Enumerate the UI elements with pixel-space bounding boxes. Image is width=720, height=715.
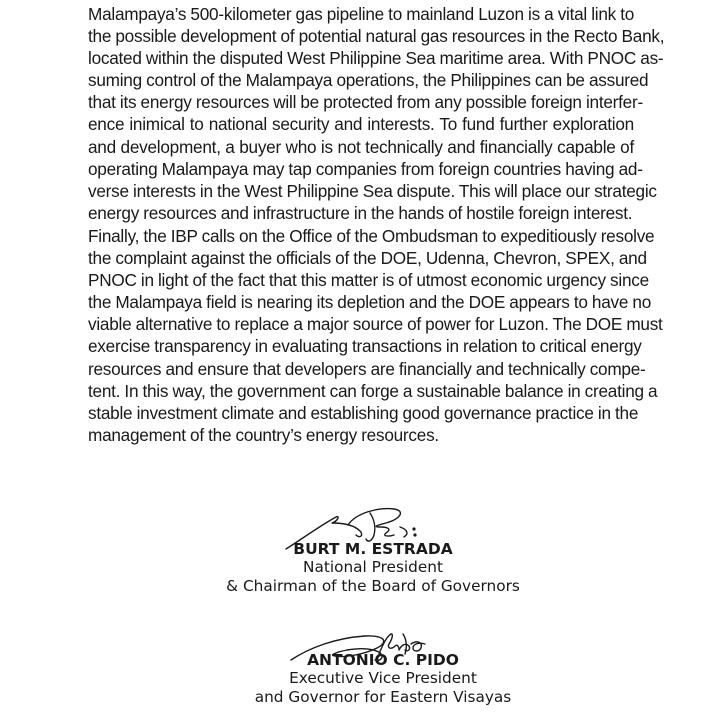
text-line: viable alternative to replace a major source of power for Luzon. The DOE must: [88, 314, 663, 335]
signatory-estrada: [208, 540, 538, 595]
text-line: PNOC in light of the fact that this matter is of utmost economic urgency since: [88, 270, 649, 291]
signatory-title: Executive Vice President: [289, 669, 477, 687]
text-line: the complaint against the officials of the DOE, Udenna, Chevron, SPEX, and: [88, 248, 647, 269]
text-line: ence inimical to national security and interests. To fund further exploration: [88, 114, 634, 135]
signatory-name: BURT M. ESTRADA: [293, 540, 453, 558]
text-line: Malampaya’s 500-kilometer gas pipeline to mainland Luzon is a vital link to: [88, 4, 635, 24]
text-line: that its energy resources will be protected from any possible foreign interfer-: [88, 92, 643, 113]
text-line: the possible development of potential natural gas resources in the Recto Bank,: [88, 26, 665, 47]
text-line: the Malampaya field is nearing its depletion and the DOE appears to have no: [88, 292, 652, 313]
text-line: operating Malampaya may tap companies from foreign countries having ad-: [88, 158, 643, 179]
signatory-title: and Governor for Eastern Visayas: [254, 687, 512, 706]
text-line: stable investment climate and establishing good governance practice in the: [88, 402, 639, 423]
signatory-name: ANTONIO C. PIDO: [307, 651, 459, 669]
paragraph-malampaya-pipeline: [88, 3, 665, 224]
text-line: exercise transparency in evaluating transactions in relation to critical energy: [88, 336, 642, 357]
text-line: located within the disputed West Philippine Sea maritime area. With PNOC as-: [88, 48, 664, 69]
text-line: verse interests in the West Philippine Sea dispute. This will place our strategic: [88, 180, 657, 201]
text-line: suming control of the Malampaya operations, the Philippines can be assured: [88, 70, 649, 91]
text-line: Finally, the IBP calls on the Office of the Ombudsman to expeditiously resolve: [88, 226, 655, 246]
text-line: management of the country’s energy resources.: [88, 424, 439, 445]
text-line: tent. In this way, the government can forge a sustainable balance in creating a: [88, 380, 658, 401]
text-line: energy resources and infrastructure in the hands of hostile foreign interest.: [88, 202, 633, 223]
signatory-title: National President: [303, 558, 443, 576]
signatory-pido: [218, 651, 548, 706]
signatory-title: & Chairman of the Board of Governors: [226, 576, 520, 595]
text-line: and development, a buyer who is not technically and financially capable of: [88, 136, 634, 157]
text-line: resources and ensure that developers are financially and technically compe-: [88, 358, 646, 379]
paragraph-ombudsman-call: [88, 225, 663, 446]
